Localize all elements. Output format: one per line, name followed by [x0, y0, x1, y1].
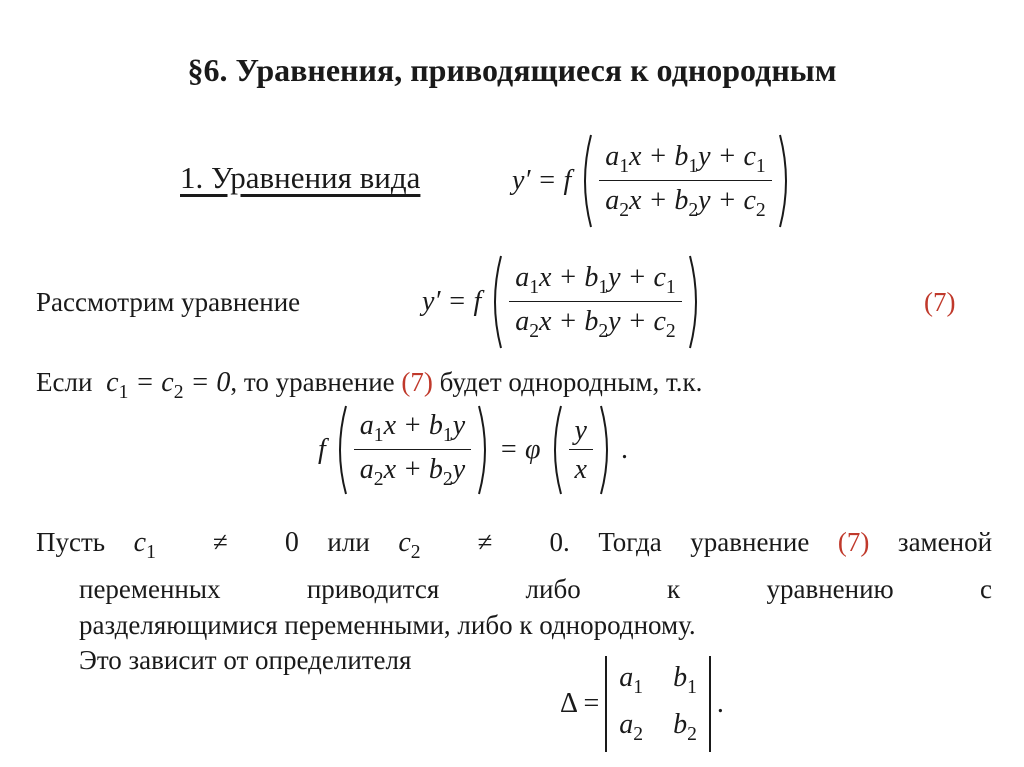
section-subheading: 1. Уравнения вида	[180, 160, 421, 195]
if-condition: $c_1 = c_2 = 0$	[99, 367, 231, 403]
if-tail: будет однородным, т.к.	[439, 367, 703, 397]
determinant-matrix: $a_1$ $b_1$ $a_2$ $b_2$	[605, 656, 711, 752]
subheading-equation: y′ = f $\frac{a_1x + b_1y + c_1}{a_2x + b_2y + c_2}$	[512, 133, 794, 229]
page-title: §6. Уравнения, приводящиеся к однородным	[187, 52, 837, 88]
substitution-paragraph	[36, 524, 992, 643]
depends-text: Это зависит от определителя	[79, 645, 412, 675]
if-ref: (7)	[401, 367, 433, 397]
if-line	[36, 367, 702, 404]
paragraph-line-1: Пусть $c_1 \ne 0$ или $c_2 \ne 0$. Тогда уравнение (7) заменой	[36, 527, 993, 563]
equation-number-value: (7)	[924, 287, 956, 317]
paragraph-line-3: разделяющимися переменными, либо к однородному.	[79, 609, 696, 640]
consider-text: Рассмотрим уравнение	[36, 287, 301, 317]
if-cond-tail: , то уравнение	[230, 367, 395, 397]
if-label: Если	[36, 367, 93, 397]
homogeneous-identity: f $\frac{a_1x + b_1y}{a_2x + b_2y}$ = φ $\frac{y}{x}$ .	[318, 404, 628, 496]
equation-7: y′ = f $\frac{a_1x + b_1y + c_1}{a_2x + b_2y + c_2}$	[422, 254, 704, 350]
determinant-expression: Δ = $a_1$ $b_1$ $a_2$ $b_2$ .	[560, 656, 724, 752]
equation-number	[924, 287, 955, 318]
paragraph-line-2: переменных приводится либо к уравнению с	[79, 573, 992, 604]
